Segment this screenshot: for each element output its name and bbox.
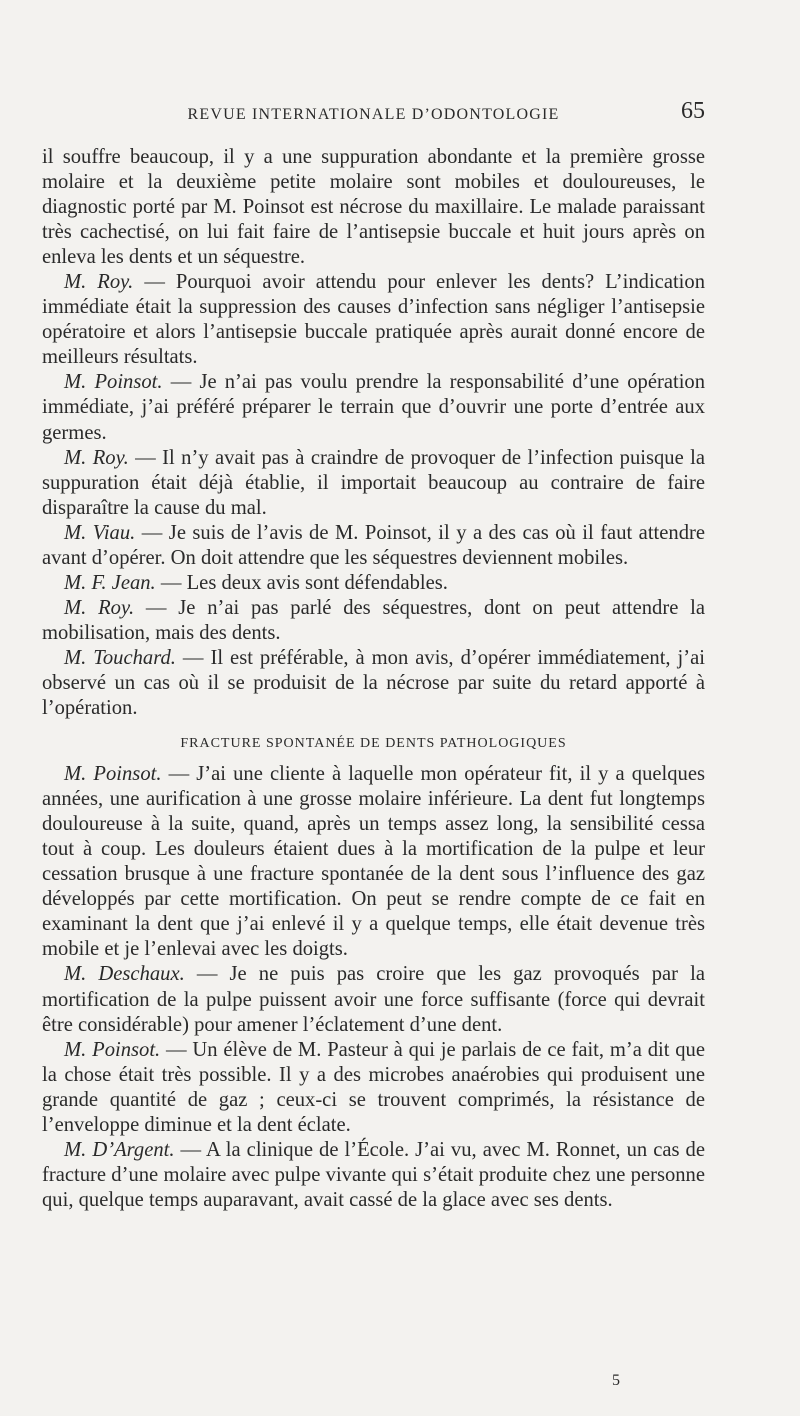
paragraph-text: — A la clinique de l’École. J’ai vu, avec M. Ronnet, un cas de fracture d’une molaire avec pulpe vivante qui s’était produite chez une personne qui, quelque temps auparavant, avait cassé de la glace avec ses dents. <box>42 1138 705 1211</box>
paragraph-text: — Pourquoi avoir attendu pour enlever les dents? L’indication immédiate était la suppression des causes d’infection sans négliger l’antisepsie opératoire et alors l’antisepsie buccale pratiquée après aurait donné encore de meilleurs résultats. <box>42 271 706 369</box>
paragraph-text: — Je n’ai pas voulu prendre la responsabilité d’une opération immédiate, j’ai préféré préparer le terrain que d’ouvrir une porte d’entrée aux germes. <box>42 371 706 444</box>
discussion-part-1 <box>42 145 705 721</box>
speaker-name: M. D’Argent. <box>64 1138 175 1161</box>
paragraph-text: — J’ai une cliente à laquelle mon opérateur fit, il y a quelques années, une aurification à une grosse molaire inférieure. La dent fut longtemps douloureuse à la suite, quand, après un temps assez long, la sensibilité cessa tout à coup. Les douleurs étaient dues à la mortification de la pulpe et leur cessation brusque à une fracture spontanée de la dent sous l’influence des gaz développés par cette mortification. On peut se rendre compte de ce fait en examinant la dent que j’ai enlevé il y a quelque temps, elle était devenue très mobile et je l’enlevai avec les doigts. <box>42 763 705 961</box>
page-header <box>42 98 705 134</box>
page-number: 65 <box>681 98 705 124</box>
speaker-name: M. Poinsot. <box>64 763 162 786</box>
speaker-name: M. F. Jean. <box>64 571 156 594</box>
paragraph-text: — Un élève de M. Pasteur à qui je parlais de ce fait, m’a dit que la chose était très possible. Il y a des microbes anaérobies qui produisent une grande quantité de gaz ; ceux-ci se trouvent comprimés, la résistance de l’enveloppe diminue et la dent éclate. <box>42 1038 705 1136</box>
paragraph-text: — Je ne puis pas croire que les gaz provoqués par la mortification de la pulpe puissent avoir une force suffisante (force qui devrait être considérable) pour amener l’éclatement d’une dent. <box>42 963 705 1036</box>
running-head: REVUE INTERNATIONALE D’ODONTOLOGIE <box>187 106 560 123</box>
paragraph <box>42 270 705 370</box>
paragraph <box>42 762 705 962</box>
paragraph <box>42 446 705 521</box>
paragraph <box>42 145 705 270</box>
speaker-name: M. Roy. <box>64 596 135 619</box>
speaker-name: M. Roy. <box>64 446 129 469</box>
speaker-name: M. Poinsot. <box>64 1038 161 1061</box>
section-title: FRACTURE SPONTANÉE DE DENTS PATHOLOGIQUES <box>180 736 567 752</box>
speaker-name: M. Poinsot. <box>64 371 163 394</box>
paragraph-text: il souffre beaucoup, il y a une suppuration abondante et la première grosse molaire et la deuxième petite molaire sont mobiles et douloureuses, le diagnostic porté par M. Poinsot est nécrose du maxillaire. Le malade paraissant très cachectisé, on lui fait faire de l’antisepsie buccale et huit jours après on enleva les dents et un séquestre. <box>42 146 705 269</box>
speaker-name: M. Deschaux. <box>64 963 185 986</box>
speaker-name: M. Viau. <box>64 521 136 544</box>
paragraph <box>42 962 705 1037</box>
paragraph-text: — Il est préférable, à mon avis, d’opérer immédiatement, j’ai observé un cas où il se produisit de la nécrose par suite du retard apporté à l’opération. <box>42 646 705 720</box>
paragraph-text: — Je suis de l’avis de M. Poinsot, il y a des cas où il faut attendre avant d’opérer. On doit attendre que les séquestres deviennent mobiles. <box>42 521 705 569</box>
paragraph <box>42 521 705 571</box>
discussion-part-2 <box>42 762 705 1213</box>
paragraph <box>42 571 705 596</box>
paragraph <box>42 646 705 721</box>
paragraph <box>42 596 705 646</box>
paragraph <box>42 1138 705 1213</box>
paragraph <box>42 370 705 445</box>
speaker-name: M. Roy. <box>64 271 134 294</box>
paragraph-text: — Les deux avis sont défendables. <box>155 571 448 594</box>
paragraph-text: — Il n’y avait pas à craindre de provoquer de l’infection puisque la suppuration était déjà établie, il importait beaucoup au contraire de faire disparaître la cause du mal. <box>42 446 705 519</box>
body-text <box>42 145 705 1213</box>
speaker-name: M. Touchard. <box>64 646 176 669</box>
paragraph-text: — Je n’ai pas parlé des séquestres, dont on peut attendre la mobilisation, mais des dents. <box>42 596 706 644</box>
paragraph <box>42 1038 705 1138</box>
signature-mark: 5 <box>612 1372 620 1389</box>
